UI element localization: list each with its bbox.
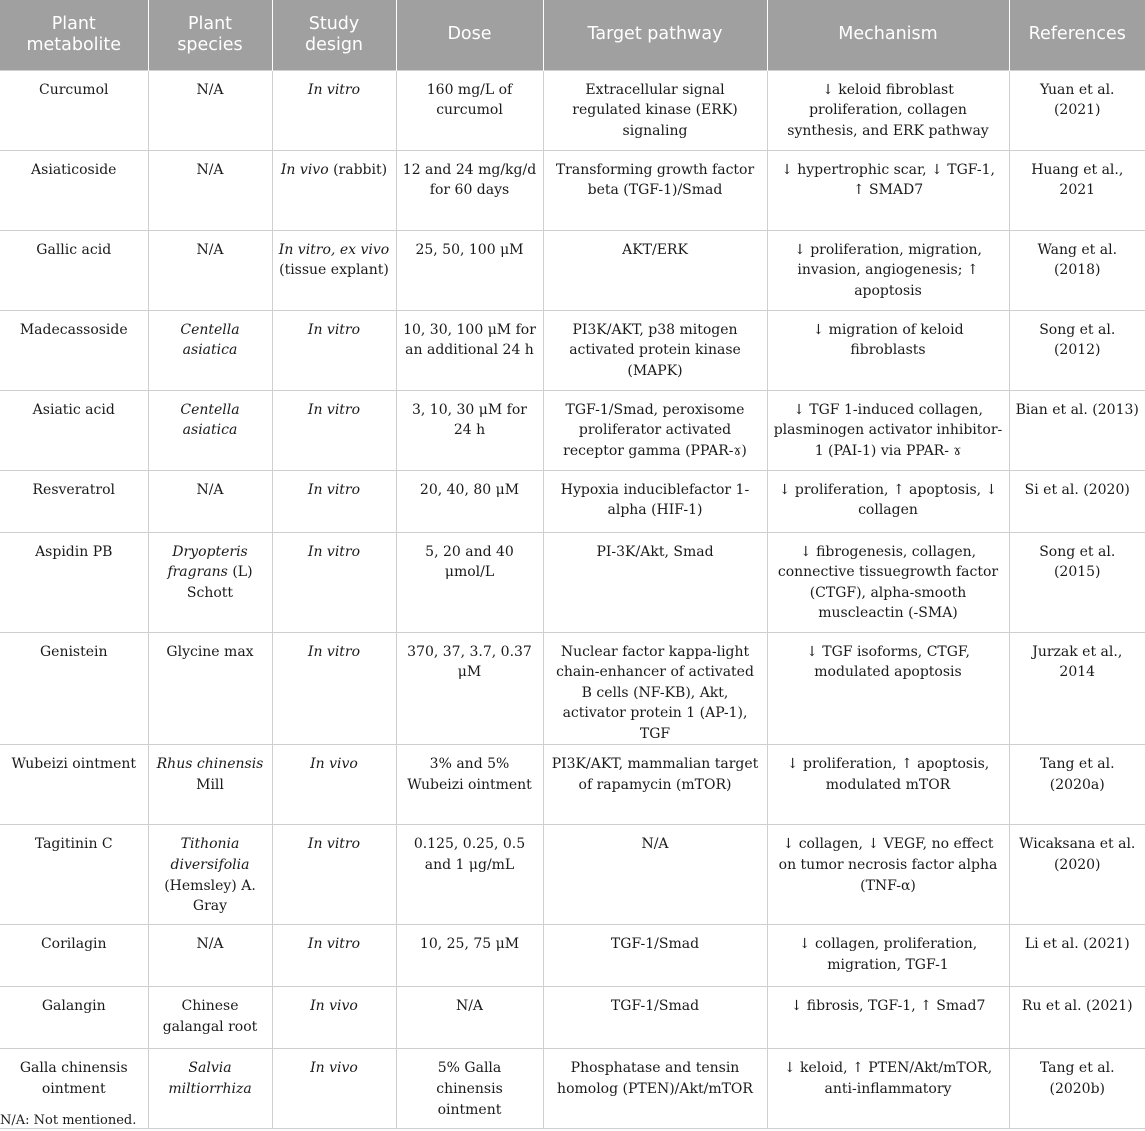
species-text: Rhus chinensis xyxy=(156,756,264,773)
cell-design: In vivo xyxy=(272,1049,396,1129)
cell-design: In vitro xyxy=(272,825,396,925)
cell-mechanism: ↓ TGF 1-induced collagen, plasminogen activator inhibitor-1 (PAI-1) via PPAR- ɤ xyxy=(767,390,1009,470)
cell-dose: 10, 30, 100 μM for an additional 24 h xyxy=(396,310,543,390)
cell-pathway: Nuclear factor kappa-light chain-enhancer of activated B cells (NF-KB), Akt, activator protein 1 (AP-1), TGF xyxy=(543,632,767,745)
cell-reference: Huang et al., 2021 xyxy=(1009,150,1145,230)
cell-species: N/A xyxy=(148,470,272,532)
table-row xyxy=(0,390,1145,470)
cell-pathway: PI3K/AKT, p38 mitogen activated protein kinase (MAPK) xyxy=(543,310,767,390)
cell-mechanism: ↓ fibrosis, TGF-1, ↑ Smad7 xyxy=(767,987,1009,1049)
cell-design: In vitro xyxy=(272,310,396,390)
cell-metabolite: Galla chinensis ointment xyxy=(0,1049,148,1129)
table-row xyxy=(0,230,1145,310)
table-row xyxy=(0,532,1145,632)
cell-species: Centella asiatica xyxy=(148,310,272,390)
cell-species: Chinese galangal root xyxy=(148,987,272,1049)
cell-metabolite: Genistein xyxy=(0,632,148,745)
cell-mechanism: ↓ migration of keloid fibroblasts xyxy=(767,310,1009,390)
species-note: Mill xyxy=(196,777,224,794)
cell-species: N/A xyxy=(148,925,272,987)
table-header-row xyxy=(0,0,1145,70)
table-footnote: N/A: Not mentioned. xyxy=(0,1113,137,1128)
cell-reference: Tang et al. (2020b) xyxy=(1009,1049,1145,1129)
cell-dose: 370, 37, 3.7, 0.37 μM xyxy=(396,632,543,745)
cell-mechanism: ↓ hypertrophic scar, ↓ TGF-1, ↑ SMAD7 xyxy=(767,150,1009,230)
cell-dose: N/A xyxy=(396,987,543,1049)
cell-pathway: Hypoxia induciblefactor 1-alpha (HIF-1) xyxy=(543,470,767,532)
cell-metabolite: Curcumol xyxy=(0,70,148,150)
cell-metabolite: Wubeizi ointment xyxy=(0,745,148,825)
cell-design: In vitro xyxy=(272,470,396,532)
cell-species: Salvia miltiorrhiza xyxy=(148,1049,272,1129)
cell-dose: 3, 10, 30 μM for 24 h xyxy=(396,390,543,470)
table-row xyxy=(0,987,1145,1049)
cell-species: N/A xyxy=(148,70,272,150)
cell-species xyxy=(148,825,272,925)
cell-dose: 160 mg/L of curcumol xyxy=(396,70,543,150)
cell-metabolite: Asiaticoside xyxy=(0,150,148,230)
cell-mechanism: ↓ proliferation, ↑ apoptosis, modulated mTOR xyxy=(767,745,1009,825)
table-row xyxy=(0,70,1145,150)
header-plant-species: Plant species xyxy=(148,0,272,70)
table-row xyxy=(0,310,1145,390)
cell-mechanism: ↓ keloid, ↑ PTEN/Akt/mTOR, anti-inflammatory xyxy=(767,1049,1009,1129)
design-note: (rabbit) xyxy=(328,161,388,178)
cell-dose: 5% Galla chinensis ointment xyxy=(396,1049,543,1129)
cell-reference: Bian et al. (2013) xyxy=(1009,390,1145,470)
design-text: In vitro, ex vivo xyxy=(278,241,390,258)
cell-dose: 10, 25, 75 μM xyxy=(396,925,543,987)
cell-design: In vivo xyxy=(272,745,396,825)
cell-mechanism: ↓ proliferation, ↑ apoptosis, ↓ collagen xyxy=(767,470,1009,532)
cell-species xyxy=(148,745,272,825)
cell-design xyxy=(272,150,396,230)
species-note: (L) Schott xyxy=(186,564,253,601)
cell-design: In vitro xyxy=(272,925,396,987)
design-note: (tissue explant) xyxy=(279,262,389,279)
cell-design: In vitro xyxy=(272,632,396,745)
cell-dose: 20, 40, 80 μM xyxy=(396,470,543,532)
cell-species: N/A xyxy=(148,230,272,310)
table-row xyxy=(0,745,1145,825)
species-note: (Hemsley) A. Gray xyxy=(164,877,256,915)
cell-metabolite: Asiatic acid xyxy=(0,390,148,470)
cell-metabolite: Aspidin PB xyxy=(0,532,148,632)
cell-design: In vitro xyxy=(272,70,396,150)
cell-dose: 5, 20 and 40 μmol/L xyxy=(396,532,543,632)
cell-reference: Song et al. (2015) xyxy=(1009,532,1145,632)
design-text: In vivo xyxy=(280,161,329,178)
cell-mechanism: ↓ proliferation, migration, invasion, angiogenesis; ↑ apoptosis xyxy=(767,230,1009,310)
cell-reference: Yuan et al. (2021) xyxy=(1009,70,1145,150)
cell-reference: Wicaksana et al. (2020) xyxy=(1009,825,1145,925)
cell-reference: Si et al. (2020) xyxy=(1009,470,1145,532)
cell-design xyxy=(272,230,396,310)
cell-species: Centella asiatica xyxy=(148,390,272,470)
cell-pathway: TGF-1/Smad xyxy=(543,925,767,987)
cell-design: In vivo xyxy=(272,987,396,1049)
table-row xyxy=(0,925,1145,987)
cell-mechanism: ↓ collagen, ↓ VEGF, no effect on tumor necrosis factor alpha (TNF-α) xyxy=(767,825,1009,925)
cell-mechanism: ↓ TGF isoforms, CTGF, modulated apoptosis xyxy=(767,632,1009,745)
cell-species: Glycine max xyxy=(148,632,272,745)
cell-pathway: Phosphatase and tensin homolog (PTEN)/Akt/mTOR xyxy=(543,1049,767,1129)
cell-dose: 3% and 5% Wubeizi ointment xyxy=(396,745,543,825)
cell-dose: 12 and 24 mg/kg/d for 60 days xyxy=(396,150,543,230)
cell-reference: Tang et al. (2020a) xyxy=(1009,745,1145,825)
cell-reference: Jurzak et al., 2014 xyxy=(1009,632,1145,745)
cell-reference: Wang et al. (2018) xyxy=(1009,230,1145,310)
table-row xyxy=(0,150,1145,230)
header-references: References xyxy=(1009,0,1145,70)
header-mechanism: Mechanism xyxy=(767,0,1009,70)
species-text: Dryopteris fragrans xyxy=(167,543,248,581)
cell-pathway: TGF-1/Smad xyxy=(543,987,767,1049)
species-text: Tithonia diversifolia xyxy=(170,836,250,874)
cell-species xyxy=(148,532,272,632)
header-target-pathway: Target pathway xyxy=(543,0,767,70)
cell-species: N/A xyxy=(148,150,272,230)
table-row xyxy=(0,1049,1145,1129)
cell-reference: Li et al. (2021) xyxy=(1009,925,1145,987)
cell-pathway: TGF-1/Smad, peroxisome proliferator activated receptor gamma (PPAR-ɤ) xyxy=(543,390,767,470)
cell-reference: Ru et al. (2021) xyxy=(1009,987,1145,1049)
cell-design: In vitro xyxy=(272,532,396,632)
cell-reference: Song et al. (2012) xyxy=(1009,310,1145,390)
cell-pathway: N/A xyxy=(543,825,767,925)
cell-pathway: PI3K/AKT, mammalian target of rapamycin (mTOR) xyxy=(543,745,767,825)
cell-mechanism: ↓ collagen, proliferation, migration, TGF-1 xyxy=(767,925,1009,987)
header-dose: Dose xyxy=(396,0,543,70)
cell-metabolite: Resveratrol xyxy=(0,470,148,532)
cell-dose: 0.125, 0.25, 0.5 and 1 μg/mL xyxy=(396,825,543,925)
cell-dose: 25, 50, 100 μM xyxy=(396,230,543,310)
cell-metabolite: Tagitinin C xyxy=(0,825,148,925)
cell-pathway: Transforming growth factor beta (TGF-1)/Smad xyxy=(543,150,767,230)
table-row xyxy=(0,470,1145,532)
cell-pathway: PI-3K/Akt, Smad xyxy=(543,532,767,632)
table-row xyxy=(0,825,1145,925)
table-row xyxy=(0,632,1145,745)
header-study-design: Study design xyxy=(272,0,396,70)
cell-mechanism: ↓ fibrogenesis, collagen, connective tissuegrowth factor (CTGF), alpha-smooth muscleactin (-SMA) xyxy=(767,532,1009,632)
cell-design: In vitro xyxy=(272,390,396,470)
cell-pathway: Extracellular signal regulated kinase (ERK) signaling xyxy=(543,70,767,150)
cell-mechanism: ↓ keloid fibroblast proliferation, collagen synthesis, and ERK pathway xyxy=(767,70,1009,150)
cell-metabolite: Gallic acid xyxy=(0,230,148,310)
header-plant-metabolite: Plant metabolite xyxy=(0,0,148,70)
cell-pathway: AKT/ERK xyxy=(543,230,767,310)
cell-metabolite: Corilagin xyxy=(0,925,148,987)
cell-metabolite: Madecassoside xyxy=(0,310,148,390)
cell-metabolite: Galangin xyxy=(0,987,148,1049)
